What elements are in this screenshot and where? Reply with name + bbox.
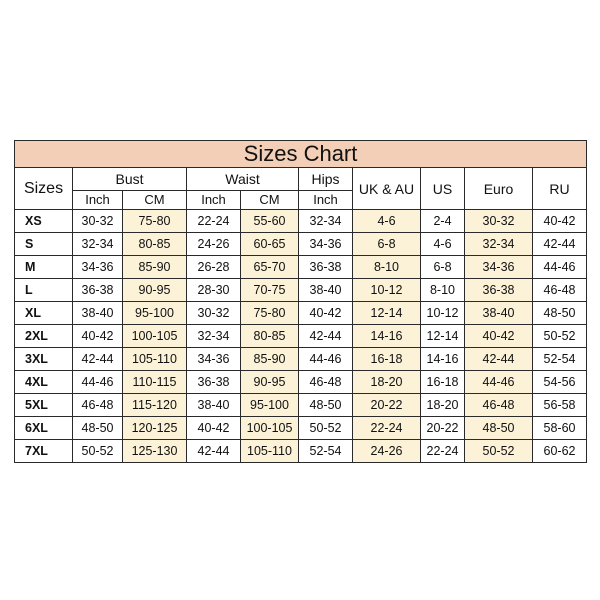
size-label: L	[15, 279, 73, 302]
hips-inch-cell: 48-50	[299, 394, 353, 417]
size-label: XS	[15, 210, 73, 233]
waist-inch-cell: 30-32	[187, 302, 241, 325]
header-waist: Waist	[187, 168, 299, 191]
uk-au-cell: 12-14	[353, 302, 421, 325]
ru-cell: 58-60	[533, 417, 587, 440]
uk-au-cell: 20-22	[353, 394, 421, 417]
euro-cell: 42-44	[465, 348, 533, 371]
uk-au-cell: 16-18	[353, 348, 421, 371]
size-label: XL	[15, 302, 73, 325]
bust-inch-cell: 34-36	[73, 256, 123, 279]
bust-inch-cell: 38-40	[73, 302, 123, 325]
table-row	[15, 233, 587, 256]
bust-cm-cell: 115-120	[123, 394, 187, 417]
header-waist-cm: CM	[241, 191, 299, 210]
hips-inch-cell: 40-42	[299, 302, 353, 325]
size-label: 2XL	[15, 325, 73, 348]
header-ru: RU	[533, 168, 587, 210]
bust-cm-cell: 95-100	[123, 302, 187, 325]
us-cell: 2-4	[421, 210, 465, 233]
size-chart	[14, 140, 586, 460]
waist-inch-cell: 40-42	[187, 417, 241, 440]
bust-inch-cell: 50-52	[73, 440, 123, 463]
us-cell: 8-10	[421, 279, 465, 302]
hips-inch-cell: 34-36	[299, 233, 353, 256]
header-hips: Hips	[299, 168, 353, 191]
bust-cm-cell: 125-130	[123, 440, 187, 463]
uk-au-cell: 22-24	[353, 417, 421, 440]
header-us: US	[421, 168, 465, 210]
euro-cell: 32-34	[465, 233, 533, 256]
bust-inch-cell: 36-38	[73, 279, 123, 302]
waist-inch-cell: 38-40	[187, 394, 241, 417]
euro-cell: 38-40	[465, 302, 533, 325]
waist-cm-cell: 80-85	[241, 325, 299, 348]
us-cell: 20-22	[421, 417, 465, 440]
header-uk-au: UK & AU	[353, 168, 421, 210]
bust-inch-cell: 46-48	[73, 394, 123, 417]
table-row	[15, 371, 587, 394]
bust-cm-cell: 120-125	[123, 417, 187, 440]
euro-cell: 44-46	[465, 371, 533, 394]
waist-cm-cell: 55-60	[241, 210, 299, 233]
bust-cm-cell: 105-110	[123, 348, 187, 371]
hips-inch-cell: 38-40	[299, 279, 353, 302]
us-cell: 10-12	[421, 302, 465, 325]
table-row	[15, 325, 587, 348]
header-sizes: Sizes	[15, 168, 73, 210]
waist-cm-cell: 90-95	[241, 371, 299, 394]
euro-cell: 46-48	[465, 394, 533, 417]
waist-cm-cell: 65-70	[241, 256, 299, 279]
euro-cell: 30-32	[465, 210, 533, 233]
waist-inch-cell: 32-34	[187, 325, 241, 348]
waist-cm-cell: 70-75	[241, 279, 299, 302]
bust-cm-cell: 75-80	[123, 210, 187, 233]
bust-inch-cell: 44-46	[73, 371, 123, 394]
bust-inch-cell: 32-34	[73, 233, 123, 256]
uk-au-cell: 4-6	[353, 210, 421, 233]
table-row	[15, 440, 587, 463]
bust-cm-cell: 80-85	[123, 233, 187, 256]
bust-inch-cell: 30-32	[73, 210, 123, 233]
bust-inch-cell: 42-44	[73, 348, 123, 371]
us-cell: 14-16	[421, 348, 465, 371]
uk-au-cell: 10-12	[353, 279, 421, 302]
hips-inch-cell: 42-44	[299, 325, 353, 348]
hips-inch-cell: 50-52	[299, 417, 353, 440]
table-row	[15, 256, 587, 279]
ru-cell: 60-62	[533, 440, 587, 463]
hips-inch-cell: 52-54	[299, 440, 353, 463]
waist-inch-cell: 22-24	[187, 210, 241, 233]
size-label: 3XL	[15, 348, 73, 371]
bust-inch-cell: 48-50	[73, 417, 123, 440]
size-label: M	[15, 256, 73, 279]
hips-inch-cell: 32-34	[299, 210, 353, 233]
euro-cell: 34-36	[465, 256, 533, 279]
header-waist-inch: Inch	[187, 191, 241, 210]
hips-inch-cell: 44-46	[299, 348, 353, 371]
bust-cm-cell: 85-90	[123, 256, 187, 279]
waist-cm-cell: 105-110	[241, 440, 299, 463]
euro-cell: 50-52	[465, 440, 533, 463]
ru-cell: 52-54	[533, 348, 587, 371]
uk-au-cell: 8-10	[353, 256, 421, 279]
uk-au-cell: 18-20	[353, 371, 421, 394]
table-row	[15, 348, 587, 371]
table-row	[15, 279, 587, 302]
ru-cell: 44-46	[533, 256, 587, 279]
chart-title: Sizes Chart	[15, 141, 587, 168]
waist-inch-cell: 26-28	[187, 256, 241, 279]
ru-cell: 54-56	[533, 371, 587, 394]
uk-au-cell: 24-26	[353, 440, 421, 463]
waist-cm-cell: 60-65	[241, 233, 299, 256]
waist-inch-cell: 24-26	[187, 233, 241, 256]
header-bust-inch: Inch	[73, 191, 123, 210]
us-cell: 6-8	[421, 256, 465, 279]
bust-cm-cell: 100-105	[123, 325, 187, 348]
header-bust-cm: CM	[123, 191, 187, 210]
us-cell: 16-18	[421, 371, 465, 394]
bust-inch-cell: 40-42	[73, 325, 123, 348]
ru-cell: 50-52	[533, 325, 587, 348]
ru-cell: 48-50	[533, 302, 587, 325]
waist-cm-cell: 95-100	[241, 394, 299, 417]
waist-cm-cell: 100-105	[241, 417, 299, 440]
table-row	[15, 302, 587, 325]
waist-inch-cell: 42-44	[187, 440, 241, 463]
hips-inch-cell: 46-48	[299, 371, 353, 394]
us-cell: 18-20	[421, 394, 465, 417]
bust-cm-cell: 90-95	[123, 279, 187, 302]
size-label: 5XL	[15, 394, 73, 417]
us-cell: 4-6	[421, 233, 465, 256]
ru-cell: 56-58	[533, 394, 587, 417]
ru-cell: 40-42	[533, 210, 587, 233]
size-chart-table	[14, 140, 587, 463]
header-bust: Bust	[73, 168, 187, 191]
size-label: S	[15, 233, 73, 256]
table-row	[15, 417, 587, 440]
us-cell: 12-14	[421, 325, 465, 348]
waist-cm-cell: 75-80	[241, 302, 299, 325]
size-label: 6XL	[15, 417, 73, 440]
table-row	[15, 210, 587, 233]
size-label: 7XL	[15, 440, 73, 463]
ru-cell: 46-48	[533, 279, 587, 302]
bust-cm-cell: 110-115	[123, 371, 187, 394]
waist-inch-cell: 28-30	[187, 279, 241, 302]
header-euro: Euro	[465, 168, 533, 210]
table-row	[15, 394, 587, 417]
waist-inch-cell: 34-36	[187, 348, 241, 371]
waist-cm-cell: 85-90	[241, 348, 299, 371]
waist-inch-cell: 36-38	[187, 371, 241, 394]
uk-au-cell: 14-16	[353, 325, 421, 348]
uk-au-cell: 6-8	[353, 233, 421, 256]
hips-inch-cell: 36-38	[299, 256, 353, 279]
euro-cell: 40-42	[465, 325, 533, 348]
ru-cell: 42-44	[533, 233, 587, 256]
size-label: 4XL	[15, 371, 73, 394]
euro-cell: 48-50	[465, 417, 533, 440]
us-cell: 22-24	[421, 440, 465, 463]
euro-cell: 36-38	[465, 279, 533, 302]
header-hips-inch: Inch	[299, 191, 353, 210]
